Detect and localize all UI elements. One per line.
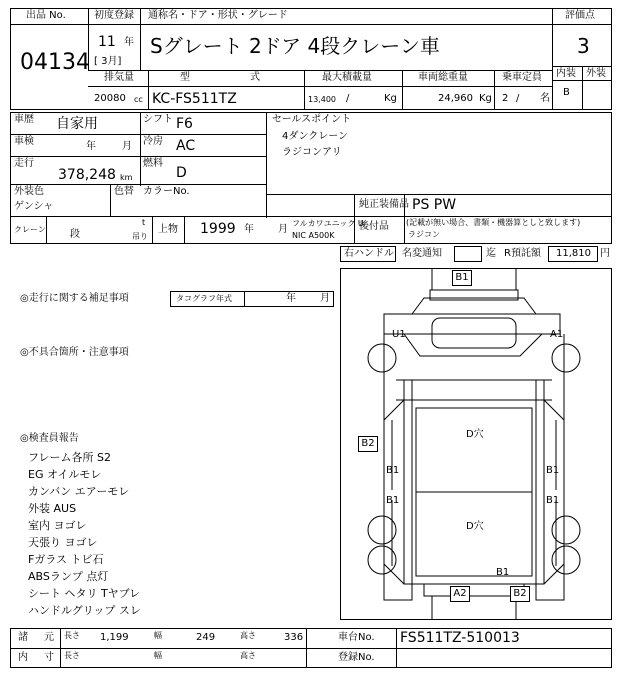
displacement-value: 20080 — [94, 93, 126, 104]
crane-ton-top: t — [142, 218, 146, 227]
tacho-year: 年 — [286, 293, 296, 304]
report-line: 外装 AUS — [28, 502, 77, 515]
report-line: ABSランプ 点灯 — [28, 570, 109, 583]
mark-b1-right: B1 — [546, 465, 560, 476]
chassis-label: 車台No. — [338, 632, 375, 643]
driving-notes-label: ◎走行に関する補足事項 — [20, 293, 129, 304]
capacity-sep: / — [516, 93, 520, 104]
inspector-label: ◎検査員報告 — [20, 433, 79, 444]
color-value: ゲンシャ — [14, 201, 54, 212]
model-value: KC-FS511TZ — [152, 91, 237, 107]
ac-value: AC — [176, 138, 196, 154]
reg-no-label: 登録No. — [338, 652, 375, 663]
recycle-amount: 11,810 — [556, 248, 591, 259]
right-hand-label: 右ハンドル — [344, 248, 394, 259]
dims-label: 諸 — [18, 632, 28, 643]
exterior-label: 外装 — [586, 68, 606, 79]
mark-b1-low-left: B1 — [386, 495, 400, 506]
inner-length-label: 長さ — [64, 651, 80, 660]
interior-label: 内装 — [556, 68, 576, 79]
rating-value: 3 — [577, 34, 590, 58]
history-label: 車歴 — [14, 114, 34, 125]
crane-model: NIC A500K — [292, 231, 335, 240]
inspection-month: 月 — [122, 141, 132, 152]
spec-model-label-2: 式 — [250, 72, 260, 83]
capacity-unit: 名 — [540, 93, 550, 104]
reg-label: 初度登録 — [94, 10, 134, 21]
car-diagram-frame — [340, 268, 612, 620]
reg-year: 11 — [98, 34, 116, 50]
mark-b1-low-right: B1 — [546, 495, 560, 506]
report-line: 天張り ヨゴレ — [28, 536, 98, 549]
maxload-value: 13,400 — [308, 95, 336, 104]
color-no-label: 色替 — [114, 186, 134, 197]
ac-label: 冷房 — [143, 136, 163, 147]
displacement-unit: cc — [134, 95, 143, 104]
report-line: EG オイルモレ — [28, 468, 102, 481]
lot-label: 出品 No. — [26, 10, 66, 21]
shift-label: シフト — [143, 114, 173, 125]
height-label: 高さ — [240, 631, 256, 640]
inner-height-label: 高さ — [240, 651, 256, 660]
crane-stage: 段 — [70, 229, 80, 240]
dims-label-2: 元 — [44, 632, 54, 643]
mark-d-hole-2: D穴 — [466, 521, 484, 532]
sales-point-1: 4ダンクレーン — [282, 131, 349, 142]
mark-b2-bottom: B2 — [510, 586, 530, 602]
mileage-unit: km — [120, 173, 133, 182]
color-label: 外装色 — [14, 186, 44, 197]
mark-b1-top: B1 — [452, 270, 472, 286]
fuel-value: D — [176, 165, 187, 181]
defects-label: ◎不具合箇所・注意事項 — [20, 347, 129, 358]
reg-month: [ 3月] — [94, 56, 122, 67]
sales-label: セールスポイント — [272, 114, 352, 125]
report-line: カンバン エアーモレ — [28, 485, 130, 498]
maxload-sep: / — [346, 93, 350, 104]
name-change-label: 名変通知 — [402, 248, 442, 259]
name-change-box — [454, 246, 482, 262]
mark-b1-left: B1 — [386, 465, 400, 476]
gross-unit: Kg — [479, 93, 492, 104]
width-label: 幅 — [154, 631, 162, 640]
recycle-label: R預託額 — [504, 248, 541, 259]
crane-year: 1999 — [200, 221, 236, 237]
mark-d-hole-1: D穴 — [466, 429, 484, 440]
width-value: 249 — [196, 632, 216, 643]
title-label: 通称名・ドア・形状・グレード — [148, 10, 288, 21]
inner-label: 内 — [18, 652, 28, 663]
aftermarket-value: ラジコン — [408, 230, 440, 239]
upper-label: 上物 — [158, 224, 178, 235]
shift-value: F6 — [176, 116, 193, 132]
interior-grade: B — [563, 87, 570, 98]
crane-ton-bottom: 吊り — [132, 232, 148, 241]
fuel-label: 燃料 — [143, 158, 163, 169]
inner-width-label: 幅 — [154, 651, 162, 660]
gross-value: 24,960 — [438, 93, 473, 104]
history-value: 自家用 — [56, 116, 98, 132]
rating-label: 評価点 — [565, 10, 595, 21]
recycle-unit: 円 — [600, 248, 610, 259]
aftermarket-note: (記載が無い場合、書類・機器算としと致します) — [406, 218, 581, 227]
height-value: 336 — [284, 632, 304, 643]
genuine-label: 純正装備品 — [359, 199, 409, 210]
report-line: 室内 ヨゴレ — [28, 519, 87, 532]
inner-label-2: 寸 — [44, 652, 54, 663]
vehicle-title: Sグレート 2ドア 4段クレーン車 — [150, 34, 440, 58]
sales-point-2: ラジコンアリ — [282, 147, 342, 158]
mileage-label: 走行 — [14, 158, 34, 169]
crane-year-unit: 年 — [244, 224, 254, 235]
color-code-label: カラーNo. — [143, 186, 190, 197]
spec-gross-label: 車両総重量 — [418, 72, 468, 83]
mark-b1-bottom: B1 — [496, 567, 510, 578]
maxload-unit: Kg — [384, 93, 397, 104]
report-line: ハンドルグリップ スレ — [28, 604, 141, 617]
tacho-label: タコグラフ年式 — [176, 294, 232, 303]
spec-capacity-label: 乗車定員 — [502, 72, 542, 83]
inspection-year: 年 — [86, 141, 96, 152]
inspection-label: 車検 — [14, 136, 34, 147]
report-line: フレーム各所 S2 — [28, 451, 112, 464]
spec-model-label-1: 型 — [180, 72, 190, 83]
reg-year-unit: 年 — [124, 37, 134, 48]
mark-b2-left: B2 — [358, 436, 378, 452]
mark-a2: A2 — [450, 586, 470, 602]
mark-a1: A1 — [550, 329, 564, 340]
spec-displacement-label: 排気量 — [104, 72, 134, 83]
mark-u1: U1 — [392, 329, 406, 340]
length-value: 1,199 — [100, 632, 129, 643]
report-line: シート ヘタリ Tヤブレ — [28, 587, 141, 600]
report-line: Fガラス トビ石 — [28, 553, 104, 566]
tax-label: 迄 — [486, 248, 496, 259]
length-label: 長さ — [64, 631, 80, 640]
tacho-month: 月 — [320, 293, 330, 304]
crane-month-unit: 月 — [278, 224, 288, 235]
genuine-value: PS PW — [412, 197, 457, 213]
aftermarket-label: 後付品 — [359, 221, 389, 232]
crane-label: クレーン — [14, 225, 46, 234]
chassis-value: FS511TZ-510013 — [400, 630, 520, 646]
spec-maxload-label: 最大積載量 — [322, 72, 372, 83]
crane-maker: フルカワユニック U — [292, 219, 364, 228]
capacity-value: 2 — [502, 93, 509, 104]
mileage-value: 378,248 — [58, 167, 116, 183]
lot-number: 04134 — [20, 50, 90, 75]
